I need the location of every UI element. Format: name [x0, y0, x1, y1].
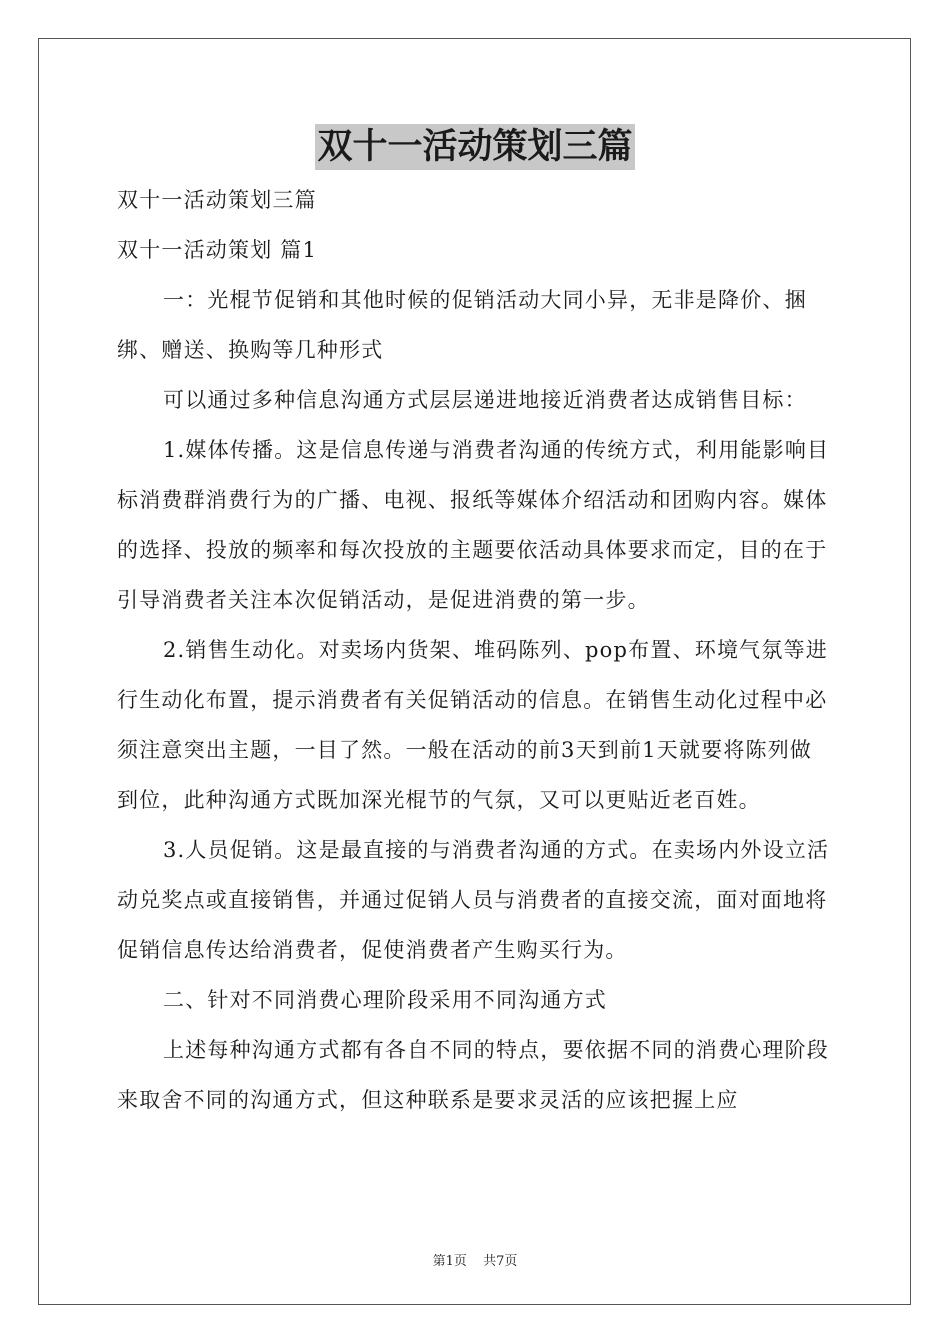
page-number: 第1页: [432, 1254, 467, 1269]
paragraph: 上述每种沟通方式都有各自不同的特点，要依据不同的消费心理阶段来取舍不同的沟通方式，但这种联系是要求灵活的应该把握上应: [117, 1038, 829, 1112]
document-body: [117, 175, 833, 1125]
title-container: [0, 124, 950, 170]
paragraph: 双十一活动策划 篇1: [117, 238, 318, 262]
paragraph: 3.人员促销。这是最直接的与消费者沟通的方式。在卖场内外设立活动兑奖点或直接销售，并通过促销人员与消费者的直接交流，面对面地将促销信息传达给消费者，促使消费者产生购买行为。: [117, 838, 830, 962]
page-total: 共7页: [483, 1254, 518, 1269]
paragraph: 2.销售生动化。对卖场内货架、堆码陈列、pop布置、环境气氛等进行生动化布置，提示消费者有关促销活动的信息。在销售生动化过程中必须注意突出主题，一目了然。一般在活动的前3天到前1天就要将陈列做到位，此种沟通方式既加深光棍节的气氛，又可以更贴近老百姓。: [117, 638, 828, 812]
paragraph: 一：光棍节促销和其他时候的促销活动大同小异，无非是降价、捆绑、赠送、换购等几种形式: [117, 288, 807, 362]
paragraph: 二、针对不同消费心理阶段采用不同沟通方式: [163, 988, 607, 1012]
document-title: 双十一活动策划三篇: [315, 124, 634, 170]
paragraph: 双十一活动策划三篇: [117, 188, 317, 212]
page-footer: [0, 1250, 950, 1269]
paragraph: 1.媒体传播。这是信息传递与消费者沟通的传统方式，利用能影响目标消费群消费行为的广播、电视、报纸等媒体介绍活动和团购内容。媒体的选择、投放的频率和每次投放的主题要依活动具体要求而定，目的在于引导消费者关注本次促销活动，是促进消费的第一步。: [117, 438, 830, 612]
paragraph: 可以通过多种信息沟通方式层层递进地接近消费者达成销售目标：: [163, 388, 807, 412]
